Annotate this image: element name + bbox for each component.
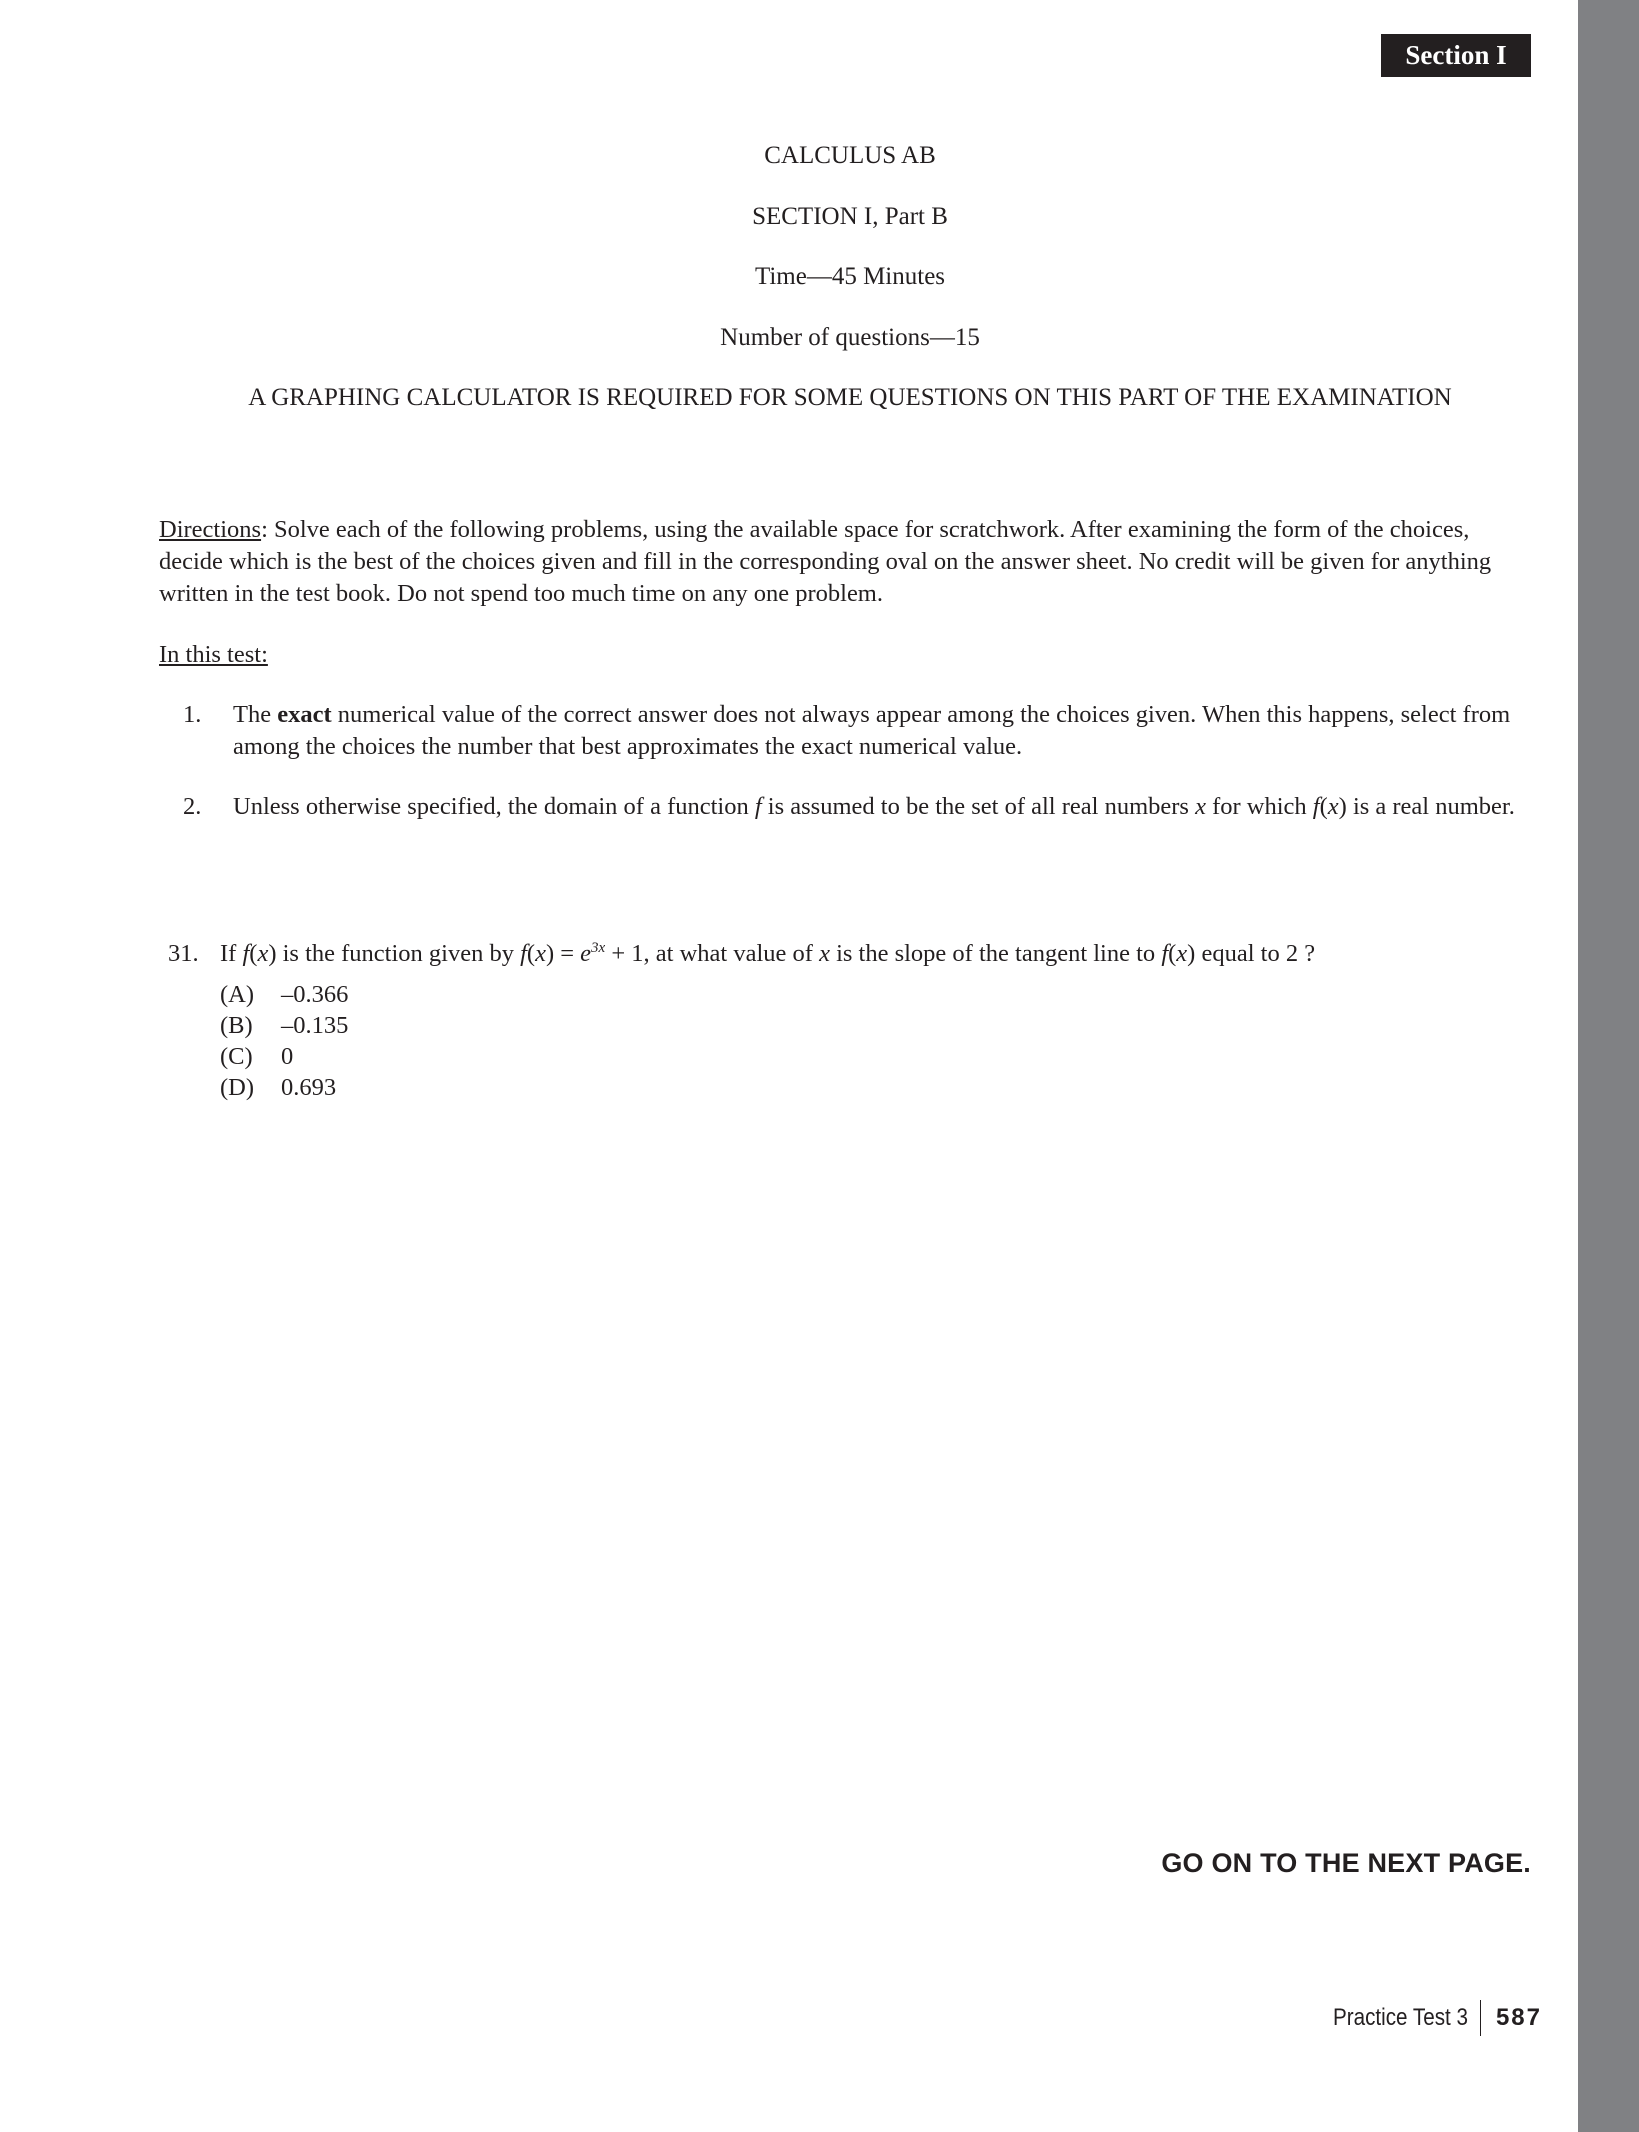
choice-label: (B)	[220, 1012, 253, 1039]
stem-part: If	[220, 940, 243, 968]
stem-part: ) =	[545, 940, 581, 968]
rule-text	[233, 791, 1539, 823]
rule-text	[233, 699, 1539, 763]
in-this-test-heading: In this test:	[159, 641, 268, 668]
math-var: f	[1312, 793, 1320, 820]
section-title: SECTION I, Part B	[752, 202, 948, 230]
answer-choice-c	[220, 1041, 348, 1072]
calculator-note: A GRAPHING CALCULATOR IS REQUIRED FOR SOME QUESTIONS ON THIS PART OF THE EXAMINATION	[248, 384, 1452, 411]
math-var: f	[1161, 940, 1169, 968]
directions-label: Directions	[159, 516, 262, 543]
math-var: x	[819, 940, 830, 968]
math-var: x	[1327, 793, 1339, 820]
time-limit: Time—45 Minutes	[754, 263, 946, 290]
stem-part: (	[1168, 940, 1177, 968]
answer-choices	[220, 979, 348, 1103]
rule-text-part: numerical value of the correct answer does not always appear among the choices given. When this happens, select from among the choices the number that best approximates the exact numerical value.	[233, 701, 1511, 760]
math-var: x	[1195, 793, 1206, 820]
question-stem	[220, 940, 1315, 967]
choice-label: (A)	[220, 981, 255, 1008]
rule-text-part: The	[233, 701, 278, 728]
stem-part: (	[249, 940, 258, 968]
rule-item	[159, 699, 1539, 763]
course-title: CALCULUS AB	[764, 142, 936, 169]
stem-part: ) equal to 2 ?	[1187, 940, 1316, 968]
section-tab: Section I	[1381, 34, 1531, 77]
math-var: f	[754, 793, 762, 820]
math-var: e	[580, 940, 592, 968]
rule-number: 1.	[183, 701, 202, 728]
page-edge-bar	[1578, 0, 1639, 2132]
footer-title: Practice Test 3	[1332, 2004, 1468, 2031]
math-var: f	[242, 940, 250, 968]
question-number: 31.	[168, 940, 199, 968]
question-count: Number of questions—15	[720, 323, 980, 351]
choice-value: 0.693	[281, 1074, 337, 1101]
stem-part: + 1, at what value of	[605, 940, 820, 968]
rule-number: 2.	[183, 793, 202, 820]
math-var: x	[1176, 940, 1188, 968]
math-paren: (	[1319, 793, 1328, 820]
rule-text-part: is assumed to be the set of all real numbers	[761, 793, 1196, 820]
section-header	[160, 136, 1540, 439]
choice-label: (C)	[220, 1043, 253, 1070]
directions: Directions: Solve each of the following problems, using the available space for scratchwork. After examining the form of the choices, decide which is the best of the choices given and fill in the corresponding oval on the answer sheet. No credit will be given for anything written in the test book. Do not spend too much time on any one problem.	[159, 516, 1492, 607]
math-exponent: 3x	[591, 940, 606, 956]
rule-bold-word: exact	[277, 701, 332, 728]
math-var: f	[520, 940, 527, 968]
go-on-notice: GO ON TO THE NEXT PAGE.	[1161, 1848, 1531, 1878]
choice-value: –0.366	[281, 981, 349, 1008]
directions-text: Solve each of the following problems, using the available space for scratchwork. After examining the form of the choices, decide which is the best of the choices given and fill in the corresponding oval on the answer sheet. No credit will be given for anything written in the test book. Do not spend too much time on any one problem.	[159, 516, 1492, 607]
answer-choice-d	[220, 1072, 348, 1103]
page-number: 587	[1495, 2004, 1542, 2031]
stem-part: ) is the function given by	[268, 940, 521, 968]
choice-value: 0	[281, 1043, 294, 1070]
stem-part: is the slope of the tangent line to	[829, 940, 1162, 968]
answer-choice-a	[220, 979, 348, 1010]
math-var: x	[535, 940, 546, 968]
choice-value: –0.135	[281, 1012, 349, 1039]
math-paren: )	[1338, 793, 1347, 820]
footer-divider	[1480, 2000, 1481, 2036]
math-var: x	[257, 940, 269, 968]
choice-label: (D)	[220, 1074, 255, 1101]
answer-choice-b	[220, 1010, 348, 1041]
stem-part: (	[526, 940, 536, 968]
page-footer	[1311, 2000, 1542, 2036]
rule-item	[159, 791, 1539, 823]
question-31	[168, 932, 1548, 970]
rule-text-part: for which	[1205, 793, 1313, 820]
rule-text-part: Unless otherwise specified, the domain of a function	[233, 793, 755, 820]
rule-text-part: is a real number.	[1346, 793, 1515, 820]
